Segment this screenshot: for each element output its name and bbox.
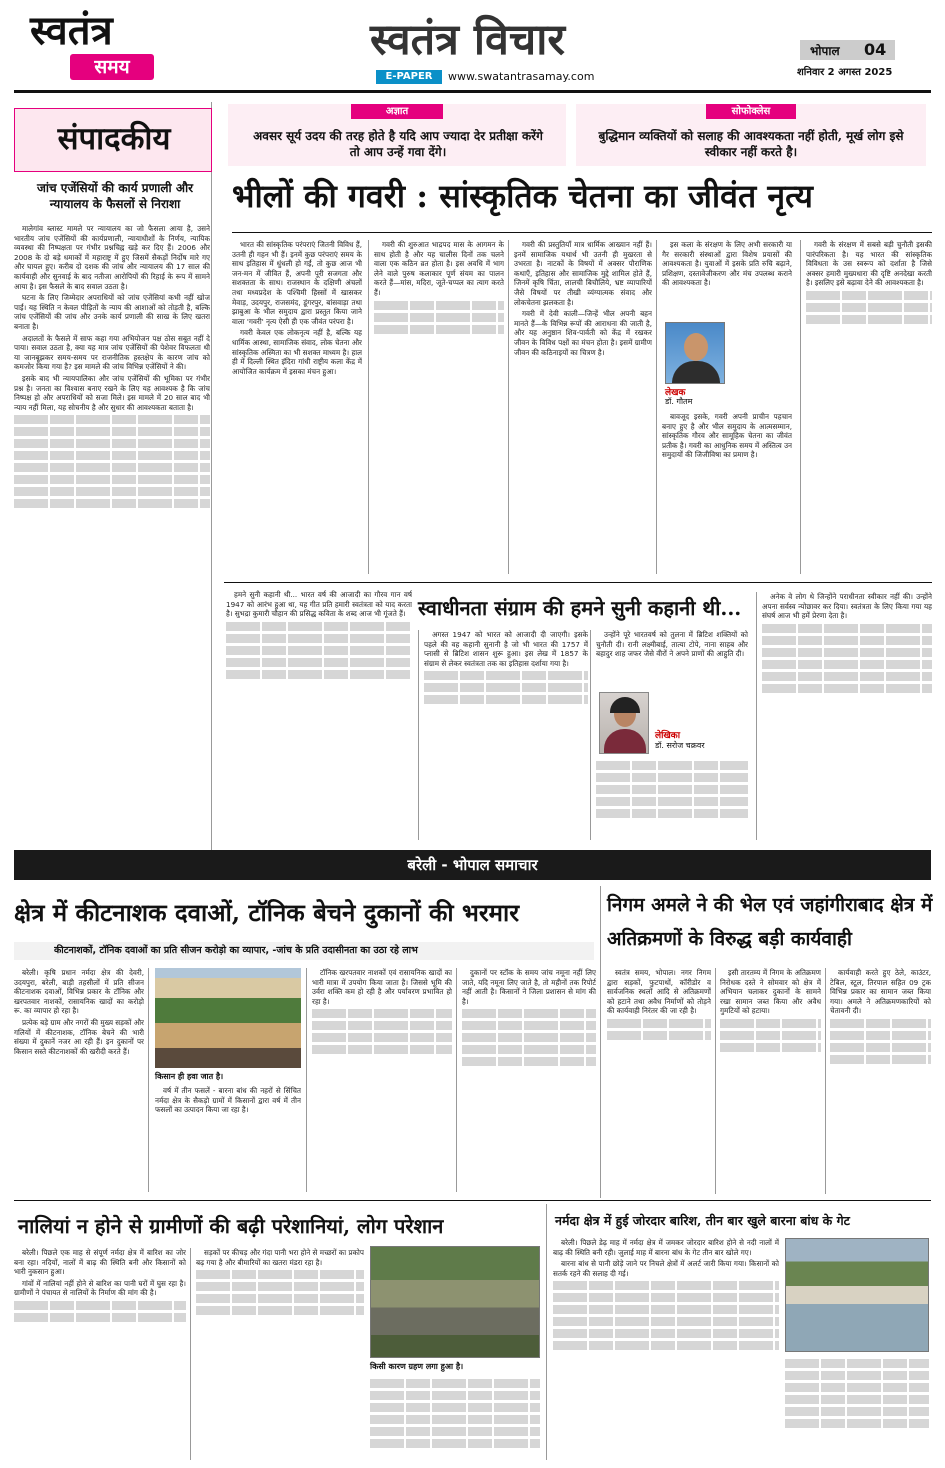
text-filler — [370, 1403, 540, 1412]
masthead — [0, 0, 945, 90]
news-bottom-left-headline: नालियां न होने से ग्रामीणों की बढ़ी परेशानियां, लोग परेशान — [18, 1214, 444, 1238]
text-filler — [830, 1055, 931, 1064]
text-filler — [226, 670, 412, 679]
photo-shoulders — [672, 361, 720, 384]
text-filler — [14, 499, 210, 508]
text-filler — [762, 648, 932, 657]
main-col-2 — [368, 240, 504, 574]
drain-photo — [370, 1246, 540, 1358]
quote-author: सोफोक्लेस — [731, 106, 771, 117]
text-filler — [14, 1301, 186, 1310]
news-left-col-4 — [456, 968, 596, 1192]
text-filler — [14, 1313, 186, 1322]
article-para: अगस्त 1947 को भारत को आजादी दी जाएगी। इसके पहले की वह कहानी सुनानी है जो भी भारत की 1757 में प्लासी से ब्रिटिश शासन शुरू हुआ। इस लेख में 1857 के संग्राम से लेकर स्वतंत्रता तक का इतिहास दर्शाया गया है। — [424, 630, 588, 668]
second-col-3-lower — [596, 758, 748, 838]
main-col-5 — [800, 240, 932, 574]
article-para: प्रत्येक बड़े ग्राम और नगरों की मुख्य सड़कों और गलियों में कीटनाशक, टॉनिक बेचने की भारी संख्या में दुकानें नजर आ रही हैं। इन दुकानों पर किसान सस्ते कीटनाशकों की खरीदी करते हैं। — [14, 1017, 144, 1056]
text-filler — [196, 1282, 364, 1291]
dam-photo — [785, 1238, 929, 1352]
text-filler — [830, 1031, 931, 1040]
main-col-1 — [232, 240, 362, 574]
text-filler — [462, 1009, 596, 1018]
news-left-subhead: कीटनाशकों, टॉनिक दवाओं का प्रति सीजन करोड़ो का व्यापार, -जांच के प्रति उदासीनता का उठा रहे लाभ — [54, 945, 418, 956]
text-filler — [424, 671, 588, 680]
news-right-headline: निगम अमले ने की भेल एवं जहांगीराबाद क्षेत्र में अतिक्रमणों के विरुद्ध बड़ी कार्यवाही — [607, 894, 933, 950]
text-filler — [462, 1057, 596, 1066]
text-filler — [424, 695, 588, 704]
article-para: गांवों में नालियां नहीं होने से बारिश का पानी घरों में घुस रहा है। ग्रामीणों ने पंचायत से नालियों के निर्माण की मांग की है। — [14, 1278, 186, 1298]
masthead-rule — [14, 90, 931, 93]
logo-top: स्वतंत्र — [30, 7, 113, 54]
article-para: इस कला के संरक्षण के लिए अभी सरकारी या गैर सरकारी संस्थाओं द्वारा विशेष प्रयासों की आवश्यकता है। युवाओं में इसके प्रति रुचि बढ़ाने, प्रशिक्षण, दस्तावेजीकरण और मंच उपलब्ध कराने की आवश्यकता है। — [662, 240, 792, 288]
author-label: लेखक — [665, 388, 686, 398]
main-col-4-text-lower — [662, 412, 792, 572]
editorial-para: अदालतों के फैसले में साफ कहा गया अभियोजन पक्ष ठोस सबूत नहीं दे पाया। सवाल उठता है, क्या यह मात्र जांच एजेंसियों की पेशेवर विफलता थी या जानबूझकर समय-समय पर राजनीतिक हस्तक्षेप के कारण जांच को कमजोर किया गया है? इस मामले की जांच विभिन्न एजेंसियों ने की। — [14, 333, 210, 372]
text-filler — [553, 1341, 779, 1350]
article-para: बावजूद इसके, गवरी अपनी प्राचीन पहचान बनाए हुए है और भील समुदाय के आत्मसम्मान, सांस्कृतिक गौरव और सामूहिक चेतना का जीवंत प्रतीक है। गवरी का आधुनिक समय में अस्तित्व उन समुदायों की जिजीविषा का प्रमाण है। — [662, 412, 792, 460]
quote-box-2 — [576, 104, 926, 166]
article-para: इसी तारतम्य में निगम के अतिक्रमण निरोधक दस्ते ने सोमवार को क्षेत्र में अभियान चलाकर दुकानों के सामने रखा सामान जब्त किया और अवैध गुमटियों को हटाया। — [720, 968, 821, 1016]
text-filler — [370, 1391, 540, 1400]
article-para: स्वतंत्र समय, भोपाल। नगर निगम द्वारा सड़कों, फुटपाथों, कॉरीडोर व सार्वजनिक स्थलों आदि से अतिक्रमणों को हटाने तथा अवैध निर्माणों को तोड़ने की कार्यवाही निरंतर की जा रही है। — [607, 968, 711, 1016]
section-bar-label: बरेली - भोपाल समाचार — [407, 856, 538, 874]
text-filler — [374, 313, 504, 322]
second-headline: स्वाधीनता संग्राम की हमने सुनी कहानी थी... — [418, 596, 742, 620]
quote-author-tag — [351, 104, 443, 119]
article-para: हमने सुनी कहानी थी... भारत वर्ष की आजादी का गौरव गान वर्ष 1947 को आरंभ हुआ था, यह गीत प्रति हमारी स्वतंत्रता को याद करता है। सुभद्रा कुमारी चौहान की प्रसिद्ध कविता के शब्द आज भी गूंजते हैं। — [226, 590, 412, 619]
news-bottom-right-headline: नर्मदा क्षेत्र में हुई जोरदार बारिश, तीन बार खुले बारना बांध के गेट — [555, 1213, 850, 1228]
logo-bottom: समय — [94, 56, 130, 78]
text-filler — [762, 636, 932, 645]
news-left-col-3 — [306, 968, 452, 1192]
photo-face — [684, 333, 708, 361]
text-filler — [785, 1407, 929, 1416]
news-left-col-2-text — [155, 1086, 301, 1190]
text-filler — [370, 1439, 540, 1448]
quote-box-1 — [228, 104, 566, 166]
article-para: कार्यवाही करते हुए ठेले, काउंटर, टेबिल, स्टूल, तिरपाल सहित 09 ट्रक विभिन्न प्रकार का सामान जब्त किया गया। अमले ने अतिक्रमणकारियों को चेतावनी दी। — [830, 968, 931, 1016]
drain-photo-caption: किसी कारण ग्रहण लगा हुआ है। — [370, 1362, 464, 1371]
website-link[interactable]: www.swatantrasamay.com — [448, 70, 595, 83]
text-filler — [806, 315, 932, 324]
second-col-1 — [226, 590, 412, 840]
text-filler — [553, 1293, 779, 1302]
article-para: गवरी में देवी काली—जिन्हें भील अपनी बहन मानते हैं—के विभिन्न रूपों की आराधना की जाती है, और यह अनुष्ठान शिव-पार्वती को केंद्र में रखकर जीवन के विविध पक्षों का मंचन होता है। इसमें ग्रामीण जीवन की कठिनाइयों का चित्रण है। — [514, 309, 652, 357]
bottom-rule — [14, 1200, 931, 1201]
text-filler — [785, 1359, 929, 1368]
article-para: सड़कों पर कीचड़ और गंदा पानी भरा होने से मच्छरों का प्रकोप बढ़ गया है और बीमारियों का खतरा मंडरा रहा है। — [196, 1248, 364, 1267]
editorial-headline: जांच एजेंसियों की कार्य प्रणाली और न्यायालय के फैसलों से निराशा — [37, 181, 193, 211]
text-filler — [762, 684, 932, 693]
text-filler — [785, 1395, 929, 1404]
text-filler — [462, 1033, 596, 1042]
text-filler — [720, 1043, 821, 1052]
text-filler — [14, 487, 210, 496]
text-filler — [762, 672, 932, 681]
news-left-subhead-bar — [14, 942, 594, 960]
text-filler — [312, 1021, 452, 1030]
bottom-right-text — [553, 1238, 779, 1458]
news-right-col-3 — [825, 968, 931, 1194]
shop-photo — [155, 968, 301, 1068]
city-name: भोपाल — [810, 44, 840, 58]
news-left-col-2 — [148, 968, 302, 1192]
text-filler — [14, 463, 210, 472]
epaper-label: E-PAPER — [385, 71, 433, 82]
text-filler — [14, 439, 210, 448]
news-left-headline: क्षेत्र में कीटनाशक दवाओं, टॉनिक बेचने दुकानों की भरमार — [14, 898, 520, 927]
text-filler — [226, 658, 412, 667]
photo-shoulders — [604, 729, 646, 754]
article-para: गवरी की शुरुआत भाद्रपद मास के आगमन के साथ होती है और यह चालीस दिनों तक चलने वाला एक कठिन व्रत होता है। इस अवधि में भाग लेने वाले पुरुष कलाकार पूर्ण संयम का पालन करते हैं—मांस, मदिरा, जूते-चप्पल का त्याग करते हैं। — [374, 240, 504, 297]
article-para: भारत की सांस्कृतिक परंपराएं जितनी विविध हैं, उतनी ही गहन भी हैं। इनमें कुछ परंपराएं समय के साथ इतिहास में धुंधली हो गईं, तो कुछ आज भी जन-मन में जीवित हैं, अपनी पूरी सजगता और सशक्तता के साथ। राजस्थान के दक्षिणी अंचलों तथा मध्यप्रदेश के पश्चिमी हिस्सों में खासकर मेवाड़, उदयपुर, राजसमंद, डूंगरपुर, बांसवाड़ा तथा झाबुआ के भील समुदाय द्वारा प्रस्तुत किया जाने वाला 'गवरी' नृत्य ऐसी ही एक जीवंत परंपरा है। — [232, 240, 362, 326]
text-filler — [196, 1294, 364, 1303]
text-filler — [553, 1329, 779, 1338]
article-para: गवरी केवल एक लोकनृत्य नहीं है, बल्कि यह धार्मिक आस्था, सामाजिक संवाद, लोक चेतना और सांस्कृतिक अस्मिता का भी सशक्त माध्यम है। हाल ही में दिल्ली स्थित इंदिरा गांधी राष्ट्रीय कला केंद्र में आयोजित कार्यक्रम में इसका मंचन हुआ। — [232, 328, 362, 376]
article-para: बारना बांध से पानी छोड़े जाने पर निचले क्षेत्रों में अलर्ट जारी किया गया। किसानों को सतर्क रहने की सलाह दी गई। — [553, 1259, 779, 1278]
article-para: गवरी के संरक्षण में सबसे बड़ी चुनौती इसकी पारंपरिकता है। यह भारत की सांस्कृतिक विविधता के उस स्वरूप को दर्शाता है जिसे अक्सर हमारी मुख्यधारा की दृष्टि अनदेखा करती है। इसलिए इसे बढ़ावा देने की आवश्यकता है। — [806, 240, 932, 288]
text-filler — [607, 1031, 711, 1040]
text-filler — [370, 1427, 540, 1436]
page-number: 04 — [864, 40, 887, 59]
news-right-col-2 — [715, 968, 821, 1194]
text-filler — [596, 785, 748, 794]
city-box — [800, 40, 895, 60]
text-filler — [374, 301, 504, 310]
author-photo — [599, 692, 649, 754]
text-filler — [720, 1031, 821, 1040]
text-filler — [14, 415, 210, 424]
text-filler — [553, 1317, 779, 1326]
bottom-right-text-lower — [785, 1356, 929, 1456]
author-name: डॉ. गौतम — [665, 397, 693, 406]
bottom-left-col-2 — [190, 1248, 364, 1460]
text-filler — [830, 1043, 931, 1052]
bottom-left-col-1 — [14, 1248, 186, 1460]
news-left-col-1 — [14, 968, 144, 1192]
text-filler — [607, 1019, 711, 1028]
text-filler — [830, 1019, 931, 1028]
main-col-4 — [656, 240, 796, 574]
article-para: टॉनिक खरपतवार नाशकों एवं रासायनिक खादों का भारी मात्रा में उपयोग किया जाता है। जिससे भूमि की उर्वरा शक्ति कम हो रही है और पर्यावरण प्रभावित हो रहा है। — [312, 968, 452, 1006]
article-para: अनेक वे लोग थे जिन्होंने पराधीनता स्वीकार नहीं की। उन्होंने अपना सर्वस्व न्योछावर कर दिया। स्वतंत्रता के लिए किया गया यह संघर्ष आज भी हमें प्रेरणा देता है। — [762, 592, 932, 621]
issue-date: शनिवार 2 अगस्त 2025 — [797, 67, 893, 78]
editorial-body — [14, 224, 210, 784]
section-bar — [14, 850, 931, 880]
logo-bottom-badge — [70, 54, 154, 80]
epaper-badge — [376, 70, 442, 84]
text-filler — [806, 303, 932, 312]
news-right-col-1 — [607, 968, 711, 1194]
quote-text: बुद्धिमान व्यक्तियों को सलाह की आवश्यकता नहीं होती, मूर्ख लोग इसे स्वीकार नहीं करते है। — [598, 129, 904, 159]
article-para: दुकानों पर स्टॉक के समय जांच नमूना नहीं लिए जाते, यदि नमूना लिए जाते है, तो महीनों तक रिपोर्ट नहीं आती है। किसानों ने जिला प्रशासन से मांग की है। — [462, 968, 596, 1006]
article-para: वर्ष में तीन फसलें - बारना बांध की नहरों से सिंचित नर्मदा क्षेत्र के सैकड़ो ग्रामों में किसानों द्वारा वर्ष में तीन फसलों का उत्पादन किया जा रहा है। — [155, 1086, 301, 1115]
quote-author: अज्ञात — [385, 106, 409, 117]
editorial-para: मालेगांव ब्लास्ट मामले पर न्यायालय का जो फैसला आया है, उसने भारतीय जांच एजेंसियों की कार्यप्रणाली, न्यायाधीशों के निर्णय, न्यायिक व्यवस्था की निष्पक्षता पर गंभीर प्रश्नचिह्न खड़े कर दिए हैं। 2006 और 2008 के दो बड़े धमाकों में महाराष्ट्र में हुए जिसमें सैकड़ों निर्दोष मारे गए और घायल हुए। करीब दो दशक की जांच और न्यायालय की 17 साल की कार्यवाही और सुनवाई के बाद नतीजा आरोपियों की रिहाई के रूप में सामने आया है। इस फैसले के बाद सवाल उठता है। — [14, 224, 210, 291]
main-col-3 — [508, 240, 652, 574]
text-filler — [553, 1305, 779, 1314]
photo-hair — [610, 697, 640, 713]
text-filler — [226, 634, 412, 643]
text-filler — [424, 683, 588, 692]
editorial-label: संपादकीय — [57, 121, 171, 157]
editorial-para: घटना के लिए जिम्मेदार अपराधियों को जांच एजेंसियां कभी नहीं खोज पाईं। यह स्थिति न केवल पीड़ितों के न्याय की आशाओं को तोड़ती है, बल्कि जांच एजेंसियों की जांच और उनके कार्य प्रणाली की साख के लिए खतरा बनाता है। — [14, 293, 210, 331]
second-col-3 — [590, 630, 750, 840]
news-right-box — [600, 886, 932, 1198]
text-filler — [762, 660, 932, 669]
quote-author-tag — [706, 104, 796, 119]
text-filler — [14, 451, 210, 460]
text-filler — [596, 797, 748, 806]
bottom-right-box — [546, 1204, 932, 1460]
second-col-4 — [756, 592, 932, 840]
editorial-para: इसके बाद भी न्यायपालिका और जांच एजेंसियों की भूमिका पर गंभीर प्रश्न है। जनता का विश्वास बनाए रखने के लिए यह आवश्यक है कि जांच निष्पक्ष हो और अपराधियों को सजा मिले। इस मामले में 20 साल बाद भी न्याय नहीं मिला, यह सोचनीय है और सुधार की आवश्यकता बताता है। — [14, 373, 210, 412]
text-filler — [596, 773, 748, 782]
text-filler — [785, 1383, 929, 1392]
editorial-column — [14, 102, 212, 862]
article-para: गवरी की प्रस्तुतियाँ मात्र धार्मिक आख्यान नहीं हैं। इनमें सामाजिक यथार्थ भी उतनी ही मुखरता से उभरता है। नाटकों के विषयों में अक्सर पौराणिक कथाएँ, इतिहास और सामाजिक मुद्दे शामिल होते हैं, जिनमें कृषि चिंता, लालची बिचौलिये, भ्रष्ट व्यापारियों जैसे विषयों पर तीखी व्यंग्यात्मक संवाद और लोकचेतना झलकता है। — [514, 240, 652, 307]
author-photo — [665, 322, 725, 384]
article-para: बरेली। पिछले डेढ़ माह में नर्मदा क्षेत्र में जमकर जोरदार बारिश होने से नदी नालों में बाढ़ की स्थिति बनी रही। जुलाई माह में बारना बांध के गेट तीन बार खोले गए। — [553, 1238, 779, 1257]
section-title: स्वतंत्र विचार — [370, 15, 565, 65]
bottom-left-col-3 — [370, 1376, 540, 1460]
text-filler — [785, 1371, 929, 1380]
text-filler — [370, 1379, 540, 1388]
text-filler — [785, 1419, 929, 1428]
text-filler — [312, 1033, 452, 1042]
text-filler — [462, 1021, 596, 1030]
quote-text: अवसर सूर्य उदय की तरह होते है यदि आप ज्यादा देर प्रतीक्षा करेंगे तो आप उन्हें गवा देंगे। — [253, 129, 543, 159]
article-para: बरेली। पिछले एक माह से संपूर्ण नर्मदा क्षेत्र में बारिश का जोर बना रहा। नदियों, नालों में बाढ़ की स्थिति बनी और किसानों को भारी नुकसान हुआ। — [14, 1248, 186, 1277]
text-filler — [596, 809, 748, 818]
text-filler — [196, 1270, 364, 1279]
main-headline: भीलों की गवरी : सांस्कृतिक चेतना का जीवंत नृत्य — [232, 177, 813, 215]
main-col-4-text — [662, 240, 792, 320]
second-article-rule — [224, 582, 932, 583]
text-filler — [196, 1306, 364, 1315]
text-filler — [312, 1009, 452, 1018]
text-filler — [226, 646, 412, 655]
second-col-2 — [418, 630, 588, 840]
text-filler — [374, 325, 504, 334]
photo-caption: किसान ही हवा जात है। — [155, 1072, 224, 1081]
text-filler — [553, 1281, 779, 1290]
author-label: लेखिका — [655, 731, 681, 741]
article-para: बरेली। कृषि प्रधान नर्मदा क्षेत्र की देवरी, उदयपुरा, बरेली, बाड़ी तहसीलों में प्रति सीजन कीटनाशक दवाओं, विभिन्न प्रकार के टॉनिक और खरपतवार नाशकों, रासायनिक खादों का करोड़ो रू. का व्यापार हो रहा है। — [14, 968, 144, 1016]
headline-rule — [232, 232, 932, 233]
text-filler — [226, 622, 412, 631]
text-filler — [312, 1045, 452, 1054]
text-filler — [806, 291, 932, 300]
text-filler — [596, 761, 748, 770]
text-filler — [370, 1415, 540, 1424]
author-name: डॉ. सरोज चक्रवर — [655, 741, 705, 750]
text-filler — [720, 1019, 821, 1028]
editorial-label-box — [14, 108, 212, 172]
text-filler — [462, 1045, 596, 1054]
text-filler — [762, 624, 932, 633]
text-filler — [14, 427, 210, 436]
article-para: उन्होंने पूरे भारतवर्ष को तुलना में ब्रिटिश शक्तियों को चुनौती दी। रानी लक्ष्मीबाई, तात्या टोपे, नाना साहब और बहादुर शाह जफर जैसे वीरों ने अपने प्राणों की आहुति दी। — [596, 630, 748, 659]
text-filler — [14, 475, 210, 484]
second-col-3-text — [596, 630, 748, 692]
